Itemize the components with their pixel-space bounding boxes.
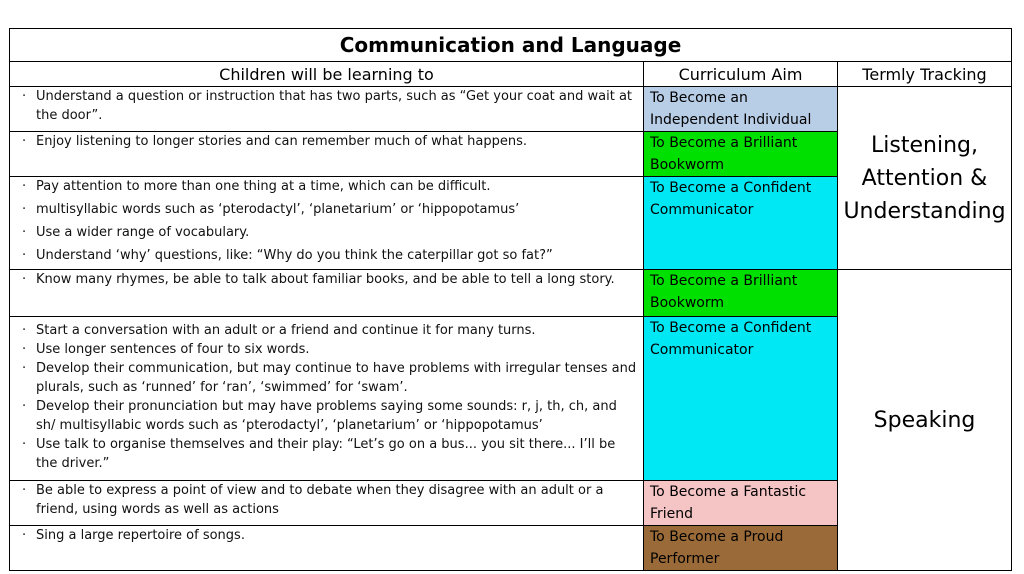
page-title: Communication and Language — [10, 29, 1012, 62]
learning-item: · Use talk to organise themselves and their play: “Let’s go on a bus... you sit there... I’ll be the driver.” — [10, 435, 637, 473]
curriculum-aim: To Become an Independent Individual — [644, 87, 838, 132]
header-learning: Children will be learning to — [10, 62, 644, 87]
learning-item: · Pay attention to more than one thing at a time, which can be difficult. — [10, 177, 637, 196]
header-aim: Curriculum Aim — [644, 62, 838, 87]
curriculum-aim: To Become a Brilliant Bookworm — [644, 132, 838, 177]
learning-item: · Know many rhymes, be able to talk about familiar books, and be able to tell a long story. — [10, 270, 637, 289]
learning-item: · multisyllabic words such as ‘pterodactyl’, ‘planetarium’ or ‘hippopotamus’ — [10, 200, 637, 219]
learning-cell — [10, 481, 644, 526]
learning-cell — [10, 87, 644, 132]
tracking-speaking: Speaking — [838, 270, 1012, 571]
learning-cell — [10, 270, 644, 317]
learning-item: · Develop their communication, but may continue to have problems with irregular tenses and plurals, such as ‘runned’ for ‘ran’, ‘swimmed’ for ‘swam’. — [10, 359, 637, 397]
curriculum-aim: To Become a Confident Communicator — [644, 317, 838, 481]
curriculum-table — [9, 28, 1012, 571]
header-tracking: Termly Tracking — [838, 62, 1012, 87]
learning-cell — [10, 317, 644, 481]
learning-item: · Develop their pronunciation but may have problems saying some sounds: r, j, th, ch, and sh/ multisyllabic words such as ‘pterodactyl’, ‘planetarium’ or ‘hippopotamus’ — [10, 397, 637, 435]
learning-item: · Use a wider range of vocabulary. — [10, 223, 637, 242]
tracking-listening: Listening, Attention & Understanding — [838, 87, 1012, 270]
curriculum-aim: To Become a Confident Communicator — [644, 177, 838, 270]
learning-cell — [10, 132, 644, 177]
learning-item: · Understand a question or instruction that has two parts, such as “Get your coat and wait at the door”. — [10, 87, 637, 125]
curriculum-aim: To Become a Brilliant Bookworm — [644, 270, 838, 317]
learning-cell — [10, 177, 644, 270]
learning-item: · Use longer sentences of four to six words. — [10, 340, 637, 359]
curriculum-aim: To Become a Fantastic Friend — [644, 481, 838, 526]
learning-item: · Enjoy listening to longer stories and can remember much of what happens. — [10, 132, 637, 151]
learning-item: · Be able to express a point of view and to debate when they disagree with an adult or a friend, using words as well as actions — [10, 481, 637, 519]
learning-item: · Sing a large repertoire of songs. — [10, 526, 637, 545]
learning-item: · Understand ‘why’ questions, like: “Why do you think the caterpillar got so fat?” — [10, 246, 637, 265]
curriculum-aim: To Become a Proud Performer — [644, 526, 838, 571]
learning-cell — [10, 526, 644, 571]
learning-item: · Start a conversation with an adult or a friend and continue it for many turns. — [10, 321, 637, 340]
